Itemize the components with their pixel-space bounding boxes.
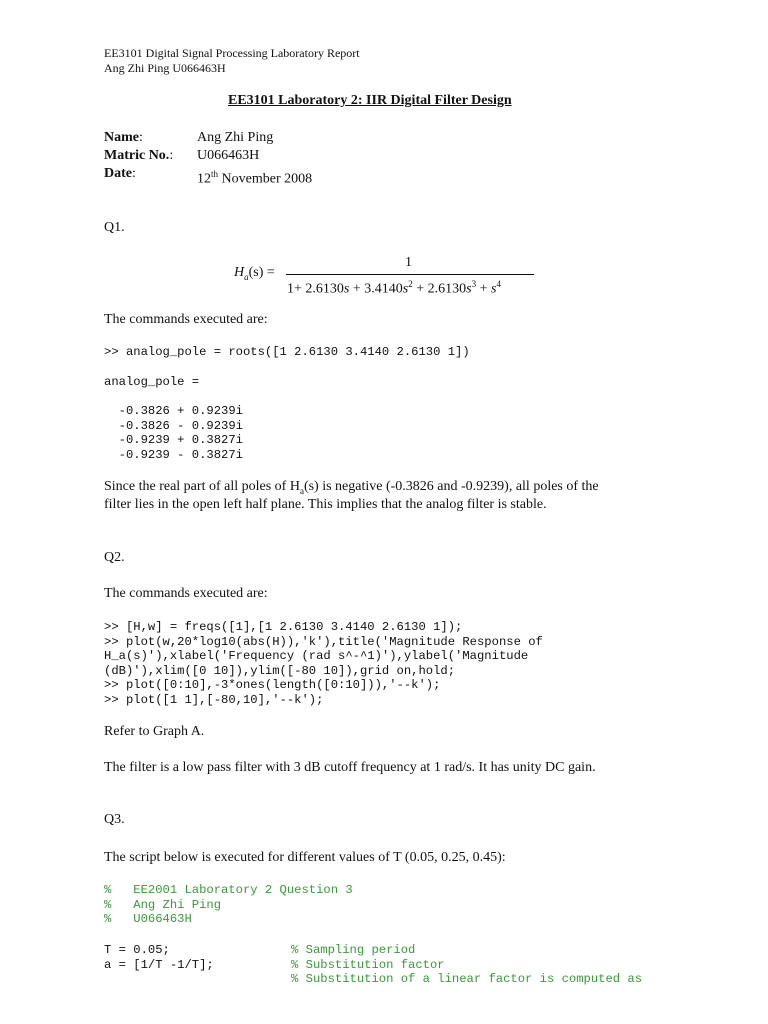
q2-intro: The commands executed are: bbox=[104, 586, 268, 601]
den-s3: s bbox=[466, 281, 472, 297]
pole-2: -0.3826 - 0.9239i bbox=[104, 418, 243, 433]
equation-lhs bbox=[234, 264, 275, 286]
q1-conclusion-sub: a bbox=[299, 485, 304, 496]
den-p3: 3 bbox=[471, 279, 477, 289]
date-label: Date bbox=[104, 166, 132, 181]
q1-result-label: analog_pole = bbox=[104, 375, 200, 389]
date-day: 12 bbox=[197, 171, 211, 187]
date-colon: : bbox=[132, 166, 136, 181]
q2-code-line-6: >> plot([1 1],[-80,10],'--k'); bbox=[104, 693, 324, 707]
pole-4: -0.9239 - 0.3827i bbox=[104, 447, 243, 462]
q2-code-line-4: (dB)'),xlim([0 10]),ylim([-80 10]),grid on,hold; bbox=[104, 663, 456, 678]
q3-line-T-comment: % Sampling period bbox=[291, 943, 416, 957]
q3-last-comment: % Substitution of a linear factor is computed as bbox=[291, 972, 643, 987]
den-s2: s bbox=[402, 281, 409, 297]
document-title: EE3101 Laboratory 2: IIR Digital Filter Design bbox=[228, 93, 512, 108]
q2-heading: Q2. bbox=[104, 550, 125, 565]
q1-intro: The commands executed are: bbox=[104, 312, 268, 327]
q3-line-a-code: a = [1/T -1/T]; bbox=[104, 957, 214, 972]
header-line-2: Ang Zhi Ping U066463H bbox=[104, 61, 226, 75]
q3-comment-3: % U066463H bbox=[104, 912, 192, 927]
date-row bbox=[104, 165, 136, 183]
den-p4: 4 bbox=[496, 279, 501, 289]
q1-heading: Q1. bbox=[104, 220, 125, 235]
q3-comment-1: % EE2001 Laboratory 2 Question 3 bbox=[104, 883, 353, 897]
name-colon: : bbox=[139, 130, 143, 145]
pole-3: -0.9239 + 0.3827i bbox=[104, 433, 243, 448]
q1-conclusion-line-2: filter lies in the open left half plane. This implies that the analog filter is stable. bbox=[104, 497, 547, 512]
q2-refer: Refer to Graph A. bbox=[104, 724, 205, 739]
equation-numerator: 1 bbox=[405, 255, 412, 270]
date-value bbox=[197, 165, 312, 189]
den-term-a: 1+ 2.6130 bbox=[287, 281, 344, 297]
date-rest: November 2008 bbox=[218, 171, 313, 187]
q1-conclusion-part-a: Since the real part of all poles of H bbox=[104, 479, 300, 494]
matric-value: U066463H bbox=[197, 148, 260, 163]
den-s4: s bbox=[490, 281, 497, 297]
date-suffix: th bbox=[211, 169, 219, 179]
den-term-b: + 3.4140 bbox=[349, 281, 403, 297]
equation-H: H bbox=[234, 265, 245, 280]
q1-conclusion-part-b: (s) is negative (-0.3826 and -0.9239), all poles of the bbox=[303, 479, 599, 494]
den-term-d: + bbox=[476, 281, 491, 297]
name-value: Ang Zhi Ping bbox=[197, 130, 274, 145]
q2-code-line-5: >> plot([0:10],-3*ones(length([0:10])),'--k'); bbox=[104, 678, 441, 693]
q3-intro: The script below is executed for different values of T (0.05, 0.25, 0.45): bbox=[104, 850, 506, 865]
name-row bbox=[104, 129, 143, 147]
q3-line-a-comment: % Substitution factor bbox=[291, 957, 445, 972]
equation-H-sub: a bbox=[244, 271, 249, 282]
q1-command: >> analog_pole = roots([1 2.6130 3.4140 2.6130 1]) bbox=[104, 345, 470, 359]
den-s1: s bbox=[343, 281, 350, 297]
q2-code-line-3: H_a(s)'),xlabel('Frequency (rad s^-^1)'),ylabel('Magnitude bbox=[104, 649, 529, 664]
den-p2: 2 bbox=[408, 279, 413, 289]
q2-conclusion: The filter is a low pass filter with 3 dB cutoff frequency at 1 rad/s. It has unity DC gain. bbox=[104, 760, 596, 775]
pole-1: -0.3826 + 0.9239i bbox=[104, 404, 243, 418]
name-label: Name bbox=[104, 130, 139, 145]
matric-colon: : bbox=[169, 148, 174, 163]
matric-row bbox=[104, 147, 173, 165]
q3-comment-2: % Ang Zhi Ping bbox=[104, 897, 222, 912]
den-term-c: + 2.6130 bbox=[412, 281, 467, 297]
equation-lhs-rest: (s) = bbox=[248, 265, 275, 280]
header-line-1: EE3101 Digital Signal Processing Laboratory Report bbox=[104, 46, 360, 60]
q3-line-T-code: T = 0.05; bbox=[104, 943, 170, 957]
matric-label: Matric No. bbox=[104, 148, 170, 163]
q3-heading: Q3. bbox=[104, 812, 125, 827]
q2-code-line-2: >> plot(w,20*log10(abs(H)),'k'),title('Magnitude Response of bbox=[104, 634, 543, 649]
equation-denominator bbox=[287, 275, 501, 299]
q2-code-line-1: >> [H,w] = freqs([1],[1 2.6130 3.4140 2.6130 1]); bbox=[104, 620, 463, 634]
